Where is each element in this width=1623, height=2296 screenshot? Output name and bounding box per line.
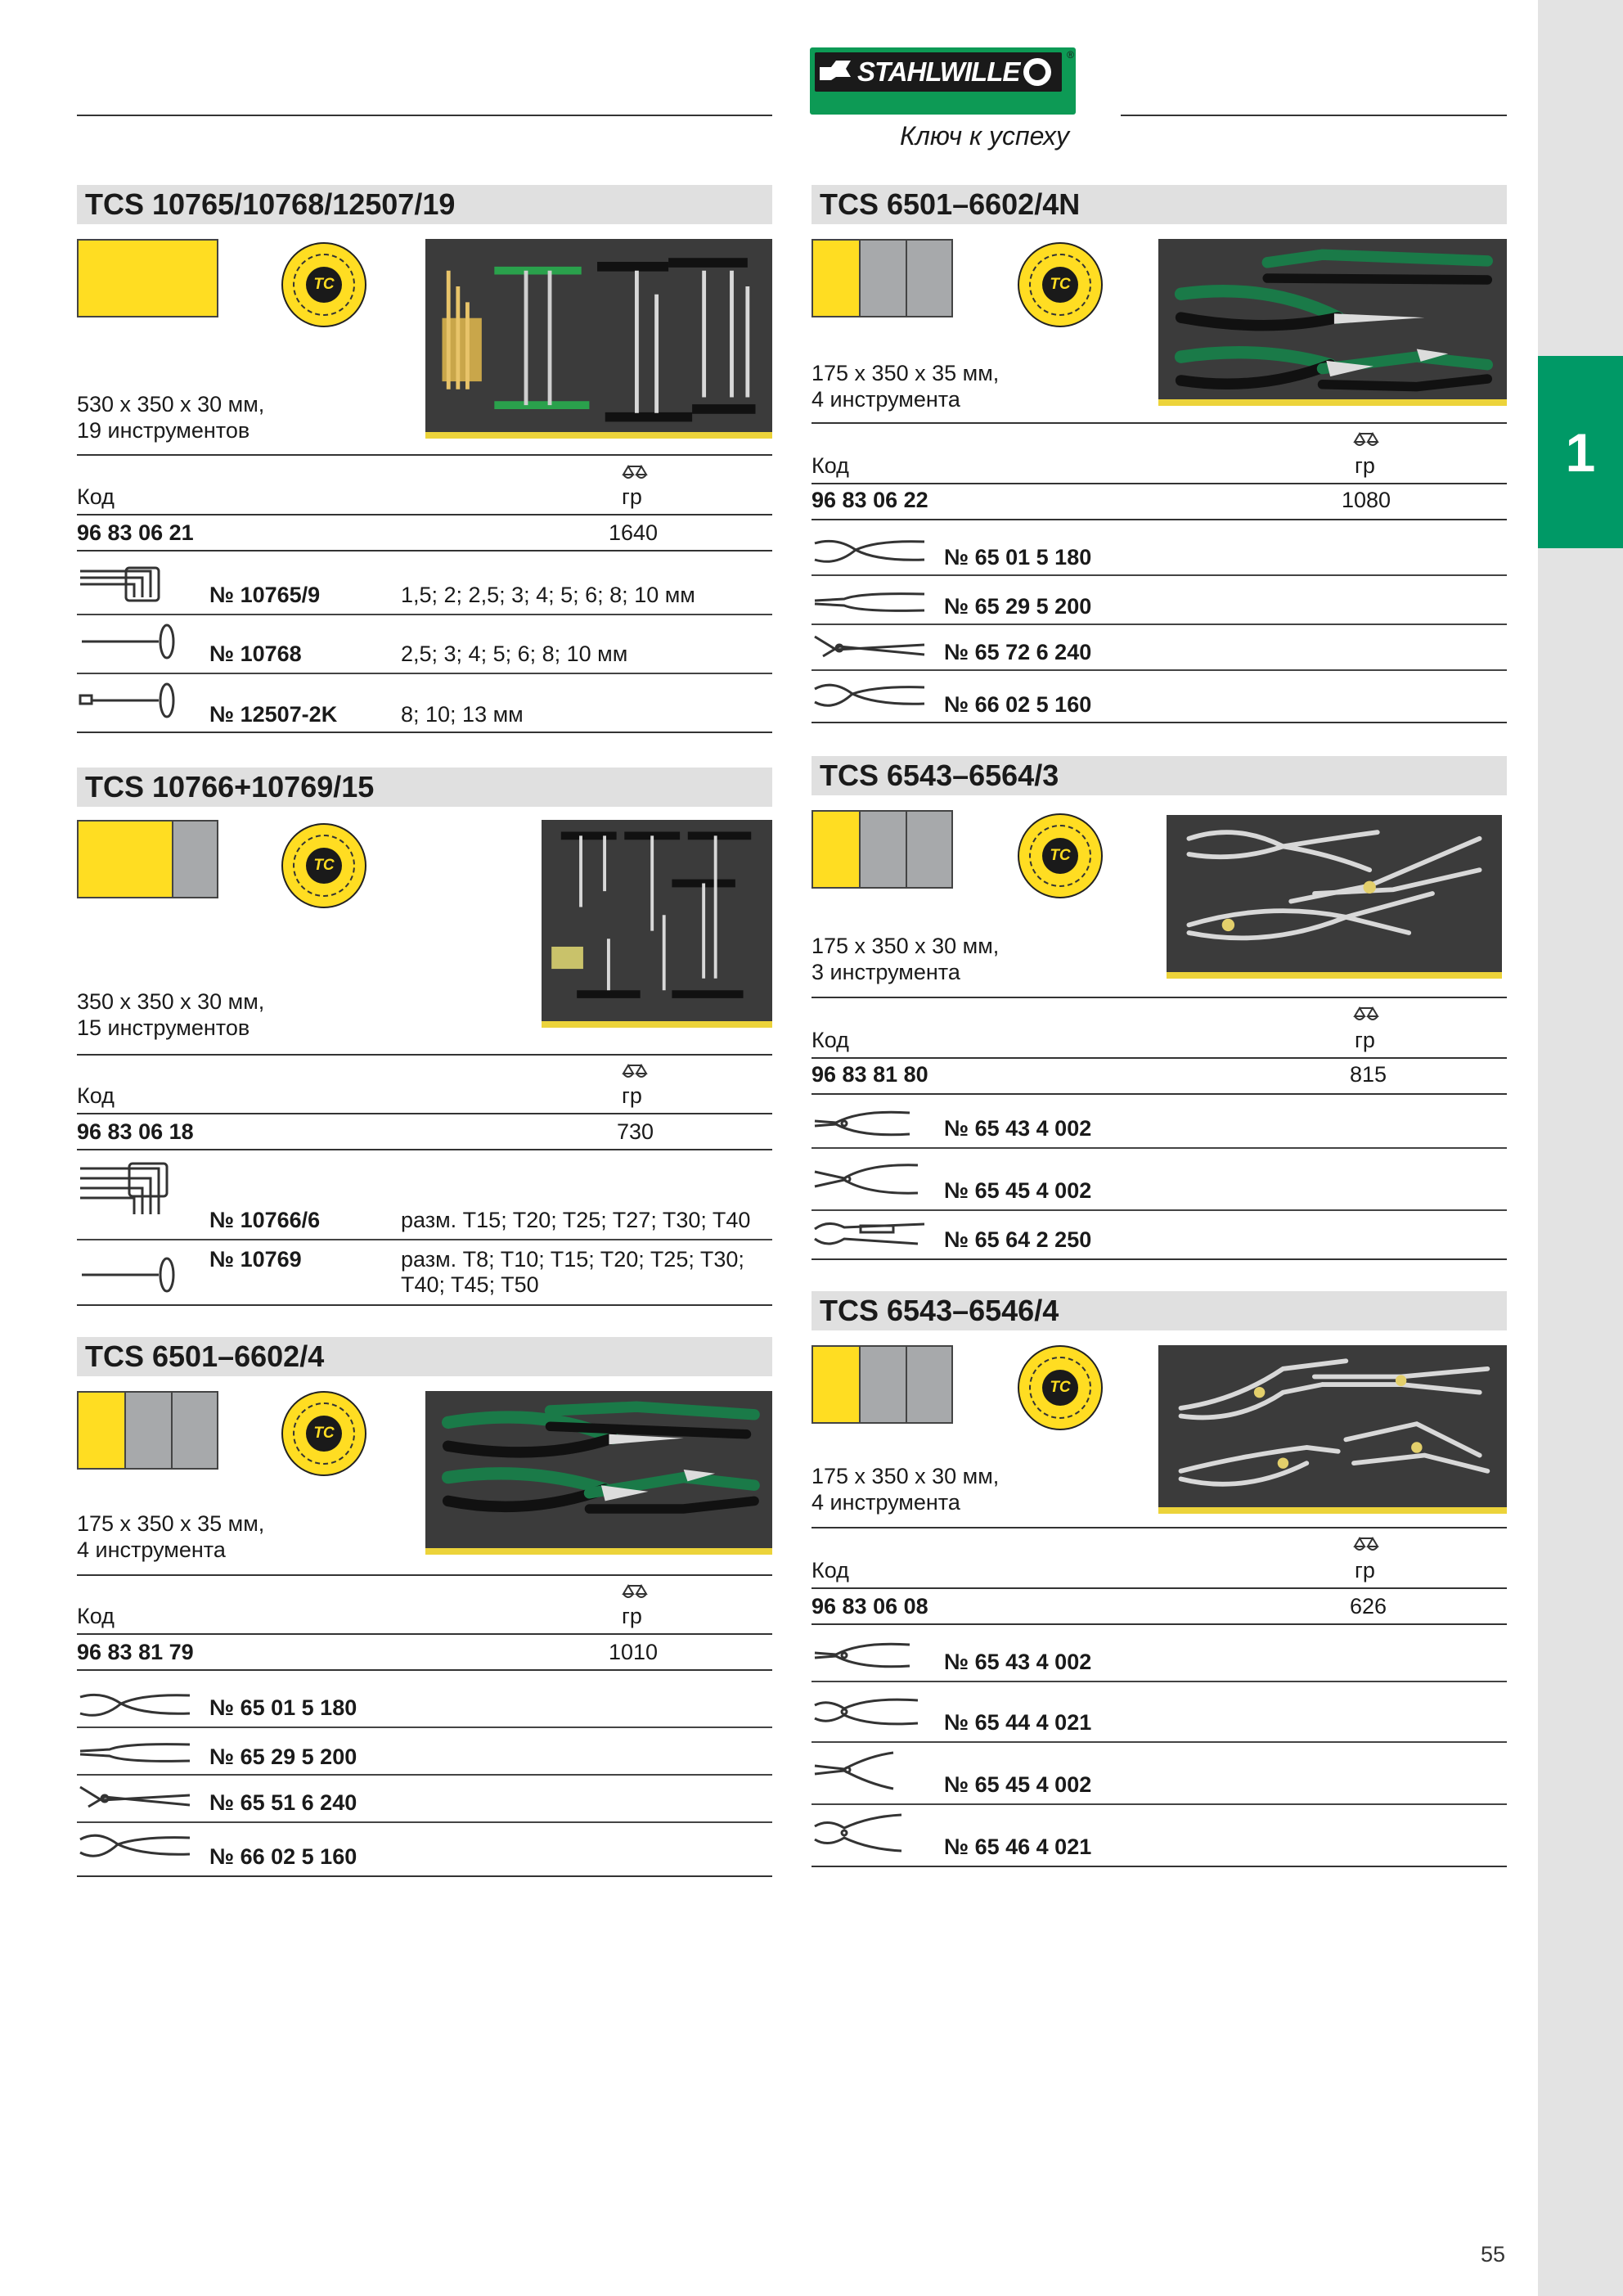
product-photo [1158,239,1507,406]
pliers-icon [77,1686,193,1725]
color-swatches [77,1391,218,1470]
page-sidebar [1538,0,1623,2296]
item-number: № 66 02 5 160 [209,1844,357,1869]
section-tcs-10766 [77,768,772,807]
rule [812,1587,1507,1589]
rule [77,550,772,551]
circlip-pliers-icon [812,1160,928,1200]
rule [77,1574,772,1576]
section-tcs-6543-4 [812,1291,1507,1330]
item-number: № 12507-2K [209,702,338,727]
color-swatches [812,810,953,889]
torx-key-set-icon [77,1160,193,1218]
wrench-logo-icon [818,57,854,87]
rule [812,574,1507,576]
weight-unit: гр [1355,1558,1375,1582]
article-code: 96 83 81 79 [77,1640,194,1664]
rule [77,1727,772,1728]
item-number: № 66 02 5 160 [944,692,1092,717]
product-photo [542,820,772,1028]
section-title: TCS 6501–6602/4 [77,1337,772,1376]
size-text: 175 x 350 x 35 мм, 4 инструмента [812,361,1000,412]
rule [812,1866,1507,1867]
section-tcs-6501-4 [77,1337,772,1376]
swatch-gray [172,822,217,897]
t-handle-socket-icon [77,681,193,720]
product-photo [1158,1345,1507,1514]
swatch-yellow [813,812,859,887]
rule [77,1054,772,1056]
code-label: Код [77,1083,115,1108]
rule [812,1623,1507,1625]
color-swatches [77,239,218,317]
water-pump-pliers-icon [812,628,928,668]
article-weight: 730 [617,1119,654,1144]
rule [812,519,1507,520]
scale-icon [1350,1535,1382,1555]
item-number: № 10768 [209,642,302,666]
item-number: № 65 01 5 180 [944,545,1092,569]
rule [812,483,1507,484]
circlip-pliers-icon [812,1751,928,1790]
water-pump-pliers-icon [77,1779,193,1818]
item-sizes: разм. T15; T20; T25; T27; T30; T40 [401,1208,751,1232]
scale-icon [618,1582,651,1602]
item-number: № 65 01 5 180 [209,1695,357,1720]
page-number: 55 [1481,2242,1506,2267]
tc-system-badge: TC [281,1391,366,1476]
chapter-number: 1 [1565,421,1596,483]
tc-system-badge: TC [1018,242,1103,327]
swatch-yellow [79,241,217,316]
tc-system-badge: TC [281,823,366,908]
item-number: № 65 29 5 200 [209,1745,357,1769]
side-cutter-icon [77,1826,193,1866]
code-label: Код [812,1028,849,1052]
code-label: Код [812,453,849,478]
circlip-pliers-icon [812,1105,928,1144]
rule [77,1113,772,1114]
code-label: Код [812,1558,849,1582]
t-handle-icon [77,1255,193,1294]
circlip-pliers-icon [812,1692,928,1731]
item-sizes: 1,5; 2; 2,5; 3; 4; 5; 6; 8; 10 мм [401,583,695,607]
rule [812,1681,1507,1682]
circlip-pliers-icon [812,1636,928,1676]
swatch-gray [906,1347,951,1422]
scale-icon [1350,1005,1382,1024]
swatch-yellow [813,1347,859,1422]
side-cutter-icon [812,676,928,715]
rule [77,1149,772,1150]
swatch-gray [124,1393,170,1468]
article-code: 96 83 81 80 [812,1062,928,1087]
rule [77,454,772,456]
article-weight: 815 [1350,1062,1387,1087]
item-number: № 10769 [209,1247,302,1272]
code-label: Код [77,1604,115,1628]
rule [812,422,1507,424]
section-tcs-10765 [77,185,772,224]
item-number: № 65 51 6 240 [209,1790,357,1815]
rule [77,673,772,674]
color-swatches [812,1345,953,1424]
item-number: № 10766/6 [209,1208,321,1232]
section-title: TCS 10766+10769/15 [77,768,772,807]
long-nose-pliers-icon [812,583,928,622]
scale-icon [1350,430,1382,450]
item-number: № 65 43 4 002 [944,1116,1092,1141]
pliers-icon [812,532,928,571]
color-swatches [77,820,218,898]
rule [812,1057,1507,1059]
rule [77,1821,772,1823]
section-title: TCS 6543–6564/3 [812,756,1507,795]
weight-unit: гр [622,1083,642,1108]
item-sizes: разм. T8; T10; T15; T20; T25; T30; T40; T45; T50 [401,1247,744,1297]
rule [77,1304,772,1306]
scale-icon [618,463,651,483]
section-title: TCS 10765/10768/12507/19 [77,185,772,224]
chapter-tab[interactable] [1538,356,1623,548]
article-weight: 626 [1350,1594,1387,1618]
product-photo [425,239,772,439]
rule [77,732,772,733]
tc-system-badge: TC [281,242,366,327]
color-swatches [812,239,953,317]
rule [77,514,772,515]
rule [812,1741,1507,1743]
weight-unit: гр [622,484,642,509]
rule [77,1669,772,1671]
rule [812,624,1507,625]
rule [812,1258,1507,1260]
size-text: 530 x 350 x 30 мм, 19 инструментов [77,392,265,443]
section-tcs-6501-4n [812,185,1507,224]
weight-unit: гр [1355,453,1375,478]
header-rule-right [1121,115,1507,116]
rule [812,997,1507,998]
circlip-pliers-icon [812,1813,928,1853]
swatch-gray [859,241,905,316]
rule [812,1209,1507,1211]
rule [77,1633,772,1635]
tc-system-badge: TC [1018,1345,1103,1430]
rule [77,1239,772,1240]
tc-system-badge: TC [1018,813,1103,898]
item-number: № 65 29 5 200 [944,594,1092,619]
size-text: 350 x 350 x 30 мм, 15 инструментов [77,989,265,1040]
size-text: 175 x 350 x 30 мм, 4 инструмента [812,1464,1000,1515]
rule [812,1147,1507,1149]
swatch-yellow [79,1393,124,1468]
rule [77,614,772,615]
swatch-gray [906,241,951,316]
locking-pliers-icon [812,1214,928,1254]
product-photo [425,1391,772,1555]
item-number: № 65 72 6 240 [944,640,1092,664]
brand-logo [810,47,1076,115]
registered-mark: ® [1067,49,1074,61]
section-title: TCS 6501–6602/4N [812,185,1507,224]
weight-unit: гр [622,1604,642,1628]
size-text: 175 x 350 x 35 мм, 4 инструмента [77,1511,265,1562]
item-sizes: 8; 10; 13 мм [401,702,524,727]
article-code: 96 83 06 21 [77,520,194,545]
article-code: 96 83 06 18 [77,1119,194,1144]
rule [812,1527,1507,1528]
rule [812,1093,1507,1095]
brand-slogan: Ключ к успеху [900,121,1069,151]
article-weight: 1640 [609,520,659,545]
article-code: 96 83 06 22 [812,488,928,512]
swatch-yellow [813,241,859,316]
hex-key-set-icon [77,565,193,604]
rule [77,1875,772,1877]
rule [812,1803,1507,1805]
item-number: № 65 45 4 002 [944,1772,1092,1797]
code-label: Код [77,484,115,509]
section-tcs-6543-3 [812,756,1507,795]
header-rule-left [77,115,772,116]
long-nose-pliers-icon [77,1733,193,1772]
item-number: № 65 46 4 021 [944,1835,1092,1859]
product-photo [1167,815,1502,979]
swatch-gray [171,1393,217,1468]
rule [812,722,1507,723]
scale-icon [618,1062,651,1082]
swatch-gray [906,812,951,887]
swatch-gray [859,812,905,887]
item-number: № 65 45 4 002 [944,1178,1092,1203]
weight-unit: гр [1355,1028,1375,1052]
article-code: 96 83 06 08 [812,1594,928,1618]
rule [812,669,1507,671]
item-number: № 65 43 4 002 [944,1650,1092,1674]
item-number: № 10765/9 [209,583,321,607]
size-text: 175 x 350 x 30 мм, 3 инструмента [812,934,1000,984]
item-sizes: 2,5; 3; 4; 5; 6; 8; 10 мм [401,642,628,666]
item-number: № 65 64 2 250 [944,1227,1092,1252]
t-handle-icon [77,622,193,661]
socket-logo-icon [1021,56,1054,88]
swatch-gray [859,1347,905,1422]
article-weight: 1080 [1342,488,1391,512]
item-number: № 65 44 4 021 [944,1710,1092,1735]
swatch-yellow [79,822,172,897]
rule [77,1774,772,1776]
article-weight: 1010 [609,1640,659,1664]
logo-text: STAHLWILLE [857,56,1020,87]
section-title: TCS 6543–6546/4 [812,1291,1507,1330]
